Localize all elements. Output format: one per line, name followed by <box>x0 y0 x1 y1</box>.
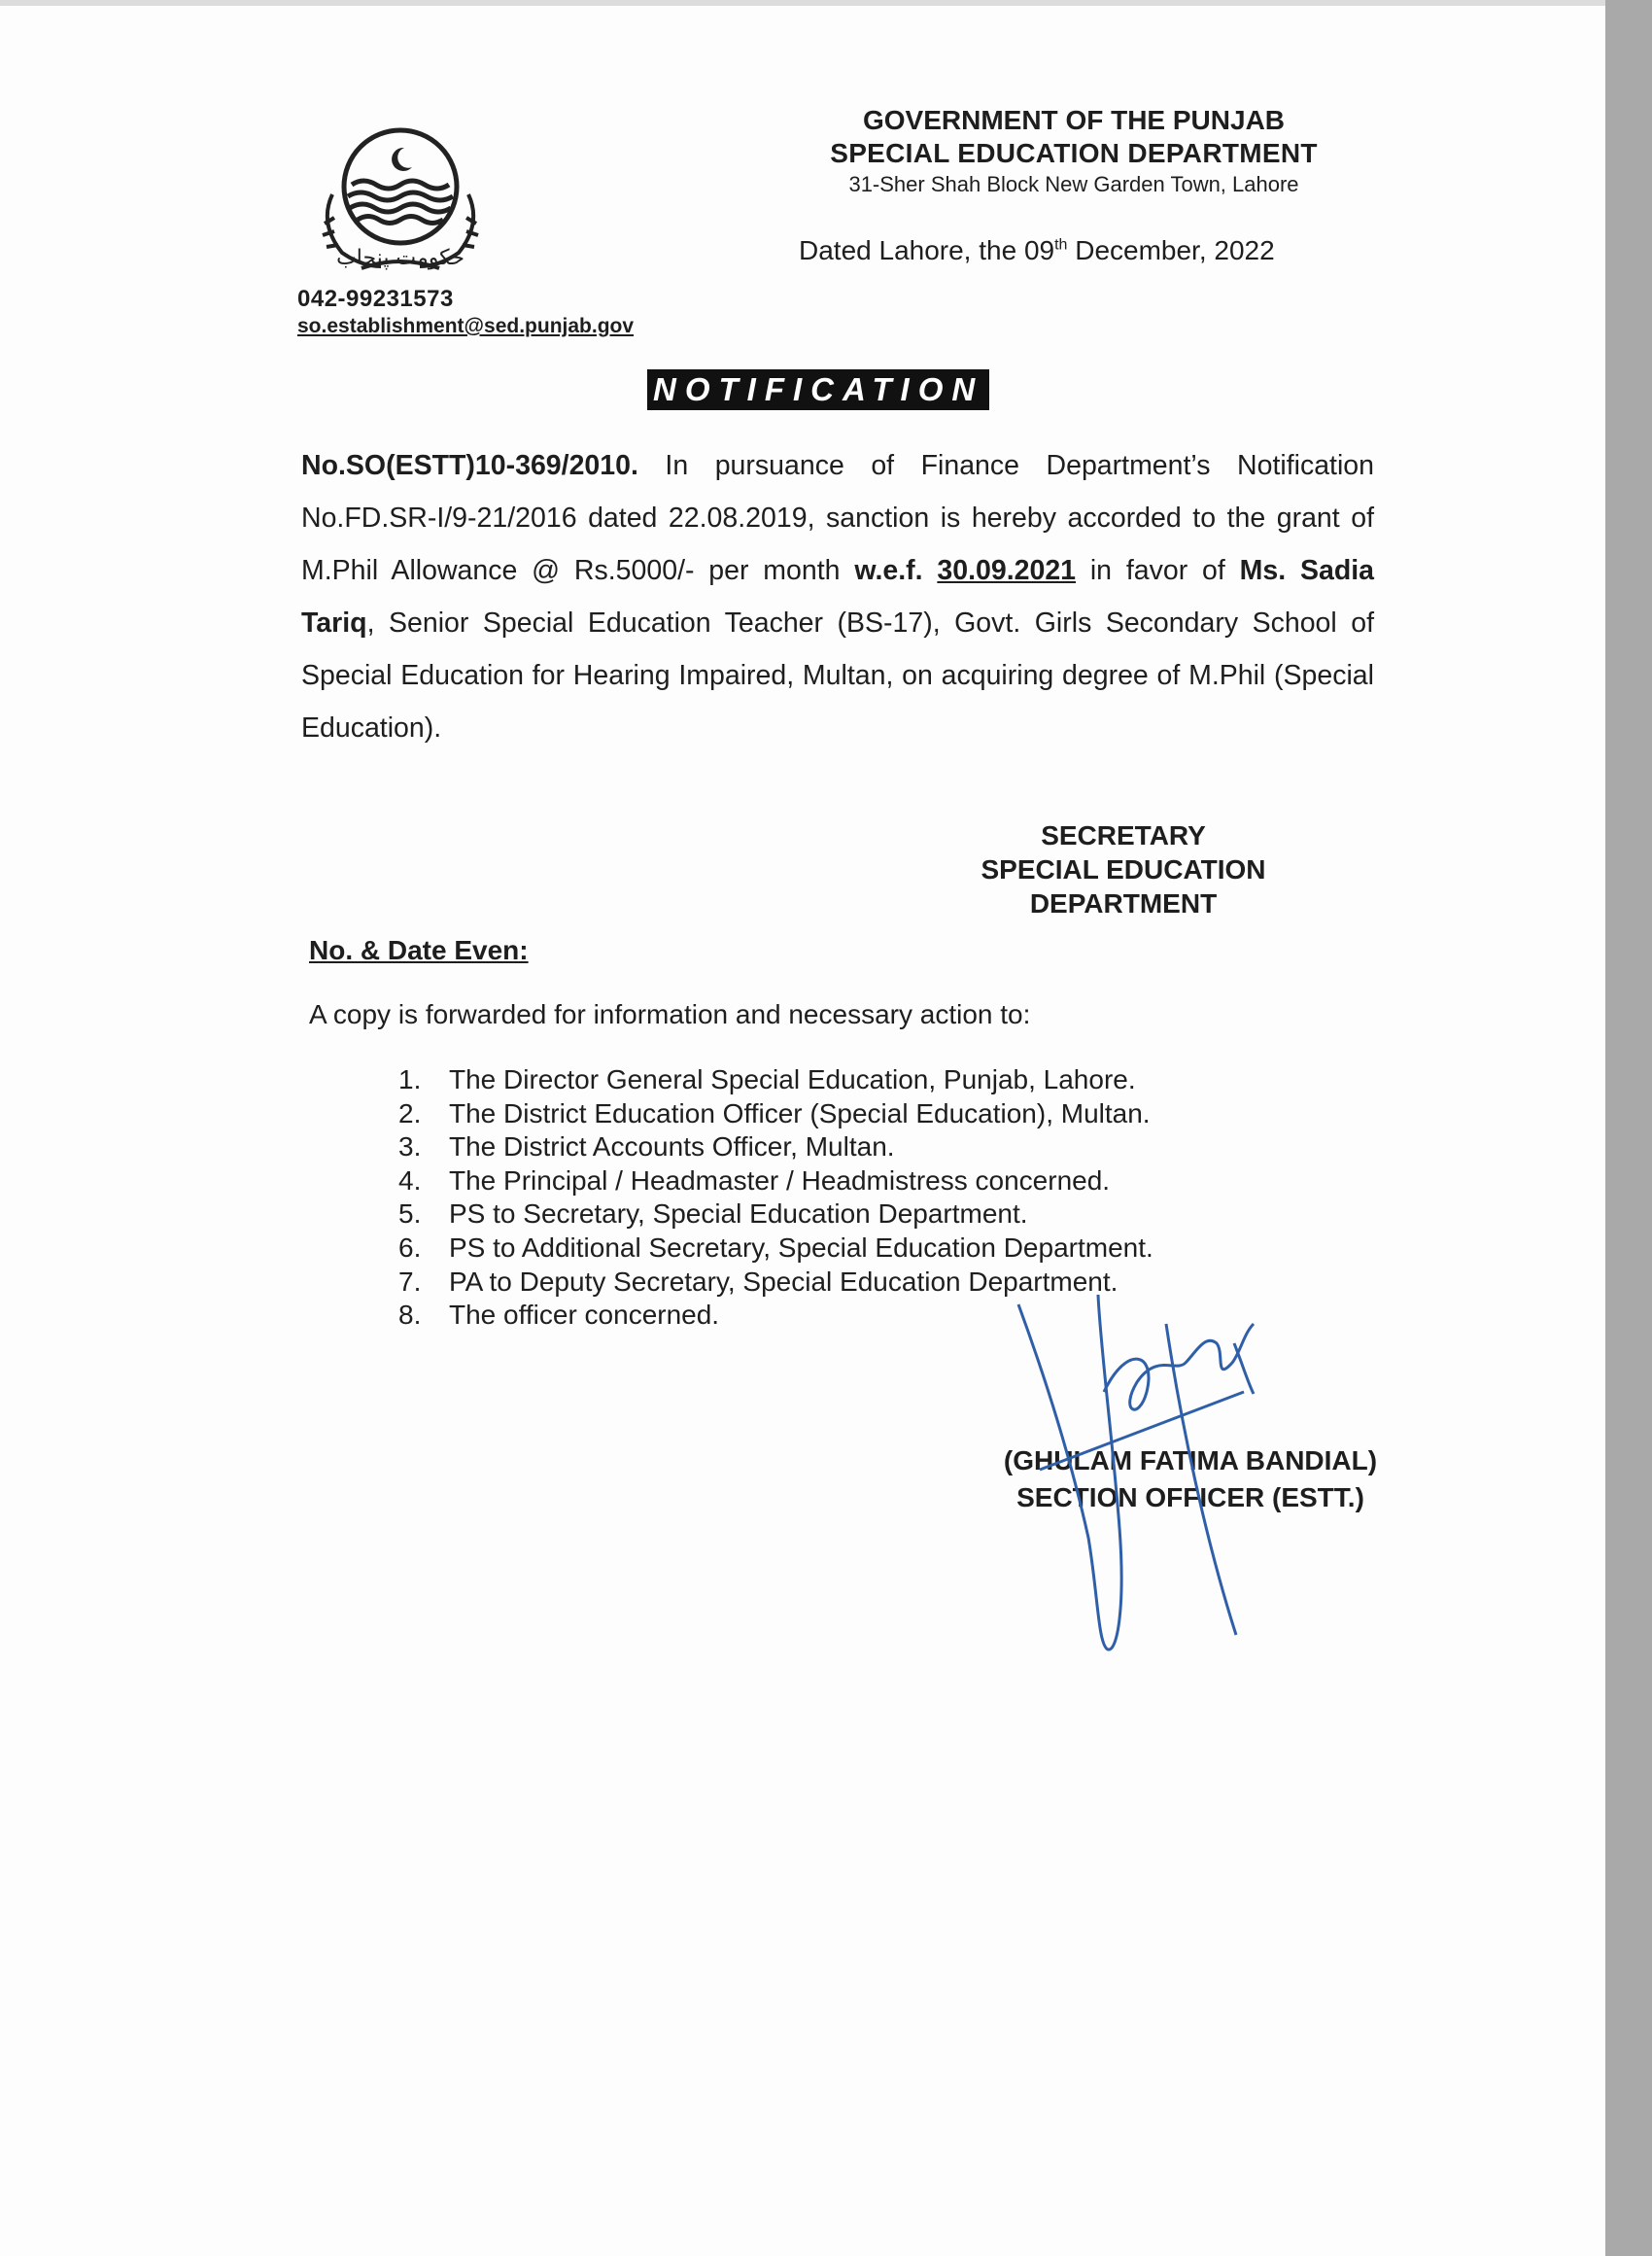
date-prefix: Dated Lahore, the 09 <box>799 235 1055 265</box>
phone-number: 042-99231573 <box>297 286 454 312</box>
reference-number: No.SO(ESTT)10-369/2010. <box>301 450 638 481</box>
date-suffix: December, 2022 <box>1067 235 1275 265</box>
list-item: 4. The Principal / Headmaster / Headmistress concerned. <box>398 1164 1111 1196</box>
government-title: GOVERNMENT OF THE PUNJAB <box>862 105 1286 135</box>
secretary-line-1: SECRETARY <box>1041 820 1206 850</box>
no-date-even-label: No. & Date Even: <box>309 935 529 965</box>
list-item: 7. PA to Deputy Secretary, Special Education Department. <box>398 1266 1119 1297</box>
signatory-name: (GHULAM FATIMA BANDIAL) <box>1003 1445 1378 1475</box>
list-item: 3. The District Accounts Officer, Multan. <box>398 1131 895 1163</box>
date-ordinal: th <box>1054 236 1068 254</box>
employee-name: Ms. Sadia Tariq <box>301 555 1375 639</box>
body-text-3: , Senior Special Education Teacher (BS-17), Govt. Girls Secondary School of Special Education for Hearing Impaired, Multan, on acquiring degree of M.Phil (Special Education). <box>301 607 1374 744</box>
handwritten-signature <box>1011 1285 1292 1654</box>
list-item: 2. The District Education Officer (Special Education), Multan. <box>398 1097 1151 1128</box>
secretary-line-2: SPECIAL EDUCATION <box>981 854 1266 885</box>
secretary-block <box>978 818 1269 920</box>
copy-forward-intro: A copy is forwarded for information and necessary action to: <box>309 999 1031 1029</box>
date-line <box>799 235 1275 266</box>
body-text-2: in favor of <box>1076 555 1240 586</box>
email-address: so.establishment@sed.punjab.gov <box>297 315 635 337</box>
list-item: 5. PS to Secretary, Special Education Department. <box>398 1198 1028 1230</box>
wef-label: w.e.f. <box>854 555 923 586</box>
list-item: 8. The officer concerned. <box>398 1300 720 1331</box>
list-item: 6. PS to Additional Secretary, Special Education Department. <box>398 1232 1153 1263</box>
list-item: 1. The Director General Special Education, Punjab, Lahore. <box>398 1064 1136 1094</box>
department-title: SPECIAL EDUCATION DEPARTMENT <box>830 138 1318 168</box>
secretary-line-3: DEPARTMENT <box>1029 888 1218 919</box>
department-address: 31-Sher Shah Block New Garden Town, Lahore <box>848 172 1299 196</box>
signatory-designation: SECTION OFFICER (ESTT.) <box>1016 1482 1364 1512</box>
body-text-1: In pursuance of Finance Department’s Notification No.FD.SR-I/9-21/2016 dated 22.08.2019, sanction is hereby accorded to the grant of M.Phil Allowance @ Rs.5000/- per month <box>301 450 1374 586</box>
punjab-seal-logo <box>303 126 498 277</box>
seal-script: حکومت پنجاب <box>336 246 465 270</box>
notification-body <box>301 439 1374 754</box>
notification-heading: NOTIFICATION <box>647 369 989 410</box>
effective-date: 30.09.2021 <box>937 555 1077 586</box>
